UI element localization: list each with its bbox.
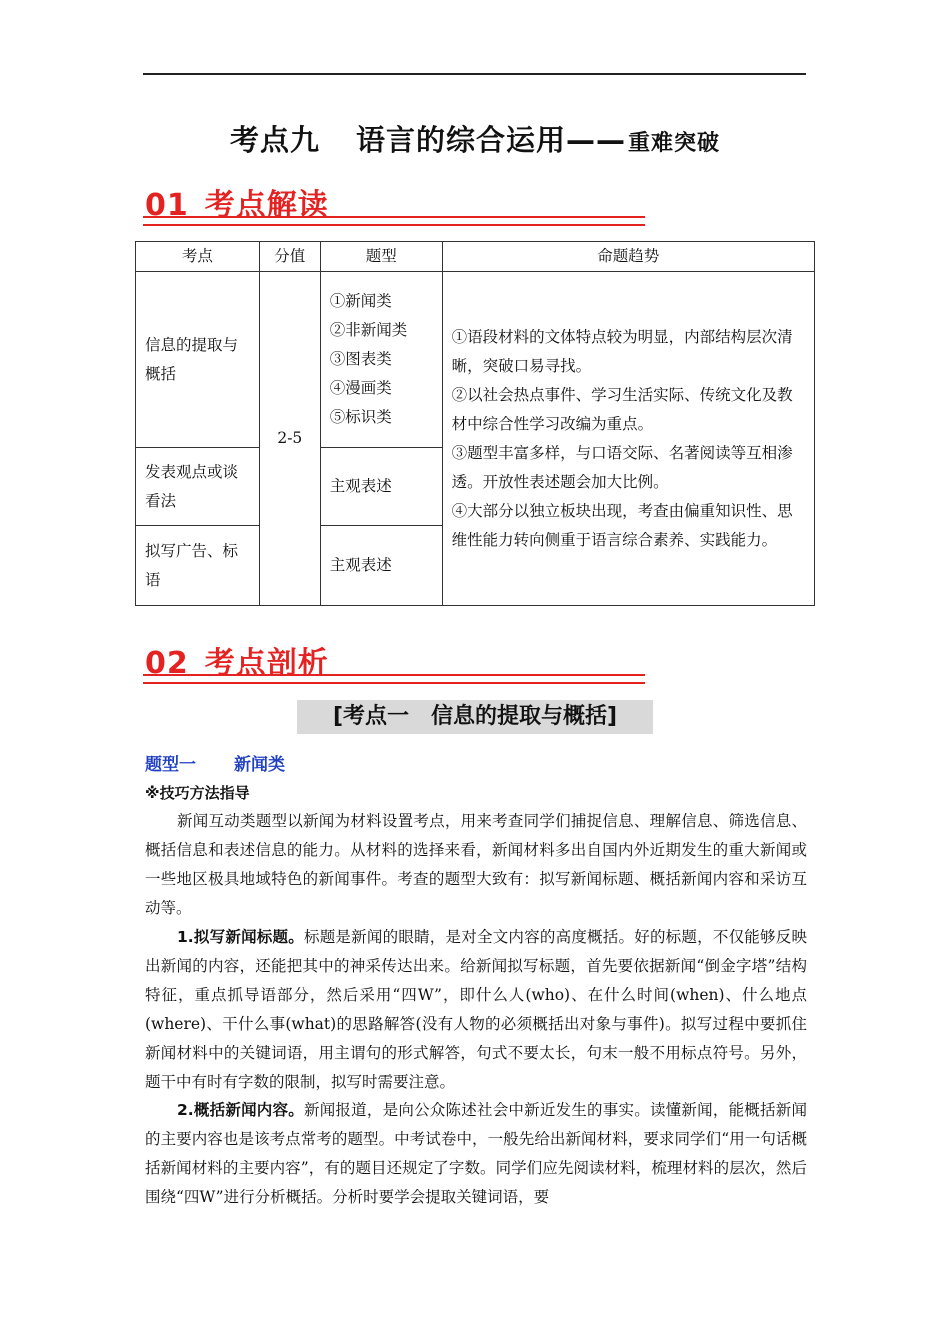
table-header: 命题趋势 [442, 242, 814, 272]
section-1-label: 考点解读 [204, 188, 329, 223]
paragraph-summary-lead: 2.概括新闻内容。 [177, 1101, 304, 1119]
table-header-row [136, 242, 815, 272]
trend-item: ①语段材料的文体特点较为明显，内部结构层次清晰，突破口易寻找。 [451, 327, 793, 375]
section-2-num: 02 [145, 646, 189, 681]
point-cell: 拟写广告、标语 [136, 526, 260, 606]
section-1-num: 01 [145, 188, 189, 223]
title-sub: 重难突破 [628, 130, 721, 156]
paragraph-headline-body: 标题是新闻的眼睛，是对全文内容的高度概括。好的标题，不仅能够反映出新闻的内容，还能把其中的神采传达出来。给新闻拟写标题，首先要依据新闻“倒金字塔”结构特征，重点抓导语部分，然后采用“四W”，即什么人(who)、在什么时间(when)、什么地点(where)、干什么事(what)的思路解答(没有人物的必须概括出对象与事件)。拟写过程中要抓住新闻材料中的关键词语，用主谓句的形式解答，句式不要太长，句末一般不用标点符号。另外，题干中有时有字数的限制，拟写时需要注意。 [145, 928, 807, 1091]
question-type-name: 新闻类 [234, 755, 285, 775]
type-item: ①新闻类 [329, 292, 392, 310]
trend-item: ②以社会热点事件、学习生活实际、传统文化及教材中综合性学习改编为重点。 [451, 385, 793, 433]
paragraph-intro: 新闻互动类题型以新闻为材料设置考点，用来考查同学们捕捉信息、理解信息、筛选信息、概括信息和表述信息的能力。从材料的选择来看，新闻材料多出自国内外近期发生的重大新闻或一些地区极具地域特色的新闻事件。考查的题型大致有：拟写新闻标题、概括新闻内容和采访互动等。 [145, 812, 807, 917]
trend-cell [442, 272, 814, 606]
trend-item: ④大部分以独立板块出现，考查由偏重知识性、思维性能力转向侧重于语言综合素养、实践能力。 [451, 501, 793, 549]
type-cell: 主观表述 [320, 448, 442, 526]
page-title [0, 118, 950, 159]
exam-point-table [135, 241, 815, 606]
section-1-rule [143, 216, 645, 226]
score-cell: 2-5 [259, 272, 320, 606]
paragraph-summary [145, 1096, 807, 1212]
type-item: ③图表类 [329, 350, 392, 368]
paragraph-summary-body: 新闻报道，是向公众陈述社会中新近发生的事实。读懂新闻，能概括新闻的主要内容也是该考点常考的题型。中考试卷中，一般先给出新闻材料，要求同学们“用一句话概括新闻材料的主要内容”，有的题目还规定了字数。同学们应先阅读材料，梳理材料的层次，然后围绕“四W”进行分析概括。分析时要学会提取关键词语，要 [145, 1101, 807, 1206]
point-cell: 信息的提取与概括 [136, 272, 260, 448]
title-main-b: 语言的综合运用—— [355, 123, 626, 157]
top-rule [143, 73, 806, 75]
subsection-heading: [考点一 信息的提取与概括] [297, 700, 653, 734]
type-item: ②非新闻类 [329, 321, 408, 339]
type-cell [320, 272, 442, 448]
section-2-rule [143, 674, 645, 684]
tip-heading: ※技巧方法指导 [145, 784, 250, 802]
type-item: ④漫画类 [329, 379, 392, 397]
paragraph-headline [145, 923, 807, 1097]
type-cell: 主观表述 [320, 526, 442, 606]
question-type-label: 题型一 [145, 755, 196, 775]
title-main-a: 考点九 [229, 123, 320, 157]
table-header: 考点 [136, 242, 260, 272]
section-2-label: 考点剖析 [204, 646, 329, 681]
table-header: 题型 [320, 242, 442, 272]
type-item: ⑤标识类 [329, 408, 392, 426]
table-row [136, 272, 815, 448]
question-type-heading [145, 750, 285, 775]
point-cell: 发表观点或谈看法 [136, 448, 260, 526]
paragraph-headline-lead: 1.拟写新闻标题。 [177, 928, 304, 946]
trend-item: ③题型丰富多样，与口语交际、名著阅读等互相渗透。开放性表述题会加大比例。 [451, 443, 793, 491]
table-header: 分值 [259, 242, 320, 272]
